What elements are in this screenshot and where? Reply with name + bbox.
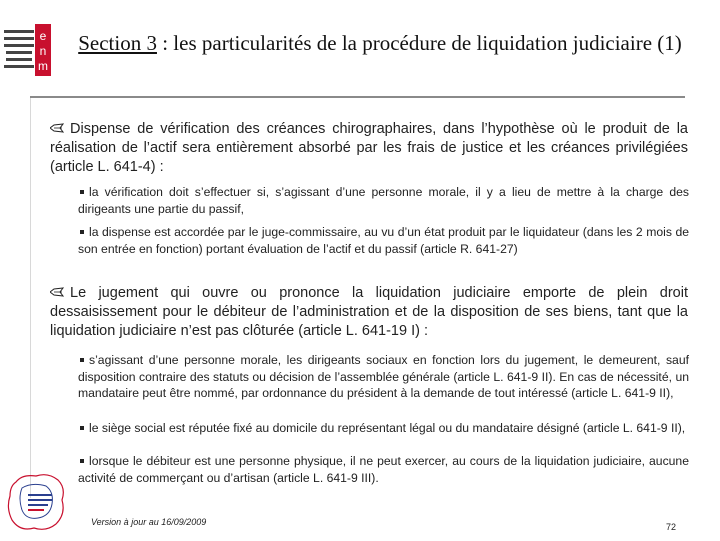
square-bullet-icon bbox=[80, 190, 84, 194]
sub-item bbox=[78, 224, 689, 257]
svg-text:n: n bbox=[39, 44, 47, 58]
conference-seal-logo bbox=[2, 470, 74, 536]
title-divider bbox=[30, 96, 685, 98]
sub-item bbox=[78, 184, 689, 217]
sub-item-text: le siège social est réputée fixé au domicile du représentant légal ou du mandataire désigné (article L. 641-9 II), bbox=[89, 421, 686, 435]
sub-item-text: s’agissant d’une personne morale, les dirigeants sociaux en fonction lors du jugement, le demeurent, sauf disposition contraire des statuts ou décision de l’assemblée générale (article L. 641-9 II). En cas de nécessité, un mandataire peut être nommé, par ordonnance du président à la demande de tout intéressé (article L. 641-9 II), bbox=[78, 353, 689, 400]
left-border bbox=[30, 98, 31, 498]
page-number: 72 bbox=[666, 522, 677, 532]
square-bullet-icon bbox=[80, 358, 84, 362]
enm-logo bbox=[4, 24, 64, 76]
sub-item-text: lorsque le débiteur est une personne physique, il ne peut exercer, au cours de la liquidation judiciaire, aucune activité de commerçant ou d’artisan (article L. 641-9 III). bbox=[78, 454, 689, 485]
square-bullet-icon bbox=[80, 459, 84, 463]
square-bullet-icon bbox=[80, 230, 84, 234]
footer-version: Version à jour au 16/09/2009 bbox=[91, 517, 207, 527]
title-rest: : les particularités de la procédure de liquidation judiciaire (1) bbox=[156, 31, 682, 55]
sub-item-text: la vérification doit s’effectuer si, s’agissant d’une personne morale, il y a lieu de mettre à la charge des dirigeants une partie du passif, bbox=[78, 185, 689, 216]
sub-item bbox=[78, 420, 689, 437]
sub-item bbox=[78, 453, 689, 486]
square-bullet-icon bbox=[80, 426, 84, 430]
svg-text:m: m bbox=[38, 59, 48, 73]
bullet-dispense bbox=[50, 120, 688, 177]
sub-item-text: la dispense est accordée par le juge-commissaire, au vu d’un état produit par le liquidateur (dans les 2 mois de son entrée en fonction) portant évaluation de l’actif et du passif (article R. 641-27) bbox=[78, 225, 689, 256]
sub-item bbox=[78, 352, 689, 402]
page-title bbox=[70, 28, 690, 59]
bullet-dessaisissement bbox=[50, 284, 688, 341]
bullet-text: Dispense de vérification des créances chirographaires, dans l’hypothèse où le produit de la réalisation de l’actif sera entièrement absorbé par les frais de justice et les créances privilégiées (article L. 641-4) : bbox=[50, 121, 688, 175]
svg-text:e: e bbox=[39, 29, 47, 43]
bullet-text: Le jugement qui ouvre ou prononce la liquidation judiciaire emporte de plein droit dessaisissement pour le débiteur de l’administration et de la disposition de ses biens, tant que la liquidation judiciaire n’est pas clôturée (article L. 641-19 I) : bbox=[50, 285, 688, 339]
pen-icon bbox=[50, 284, 64, 294]
title-section: Section 3 bbox=[78, 31, 157, 55]
pen-icon bbox=[50, 120, 64, 130]
